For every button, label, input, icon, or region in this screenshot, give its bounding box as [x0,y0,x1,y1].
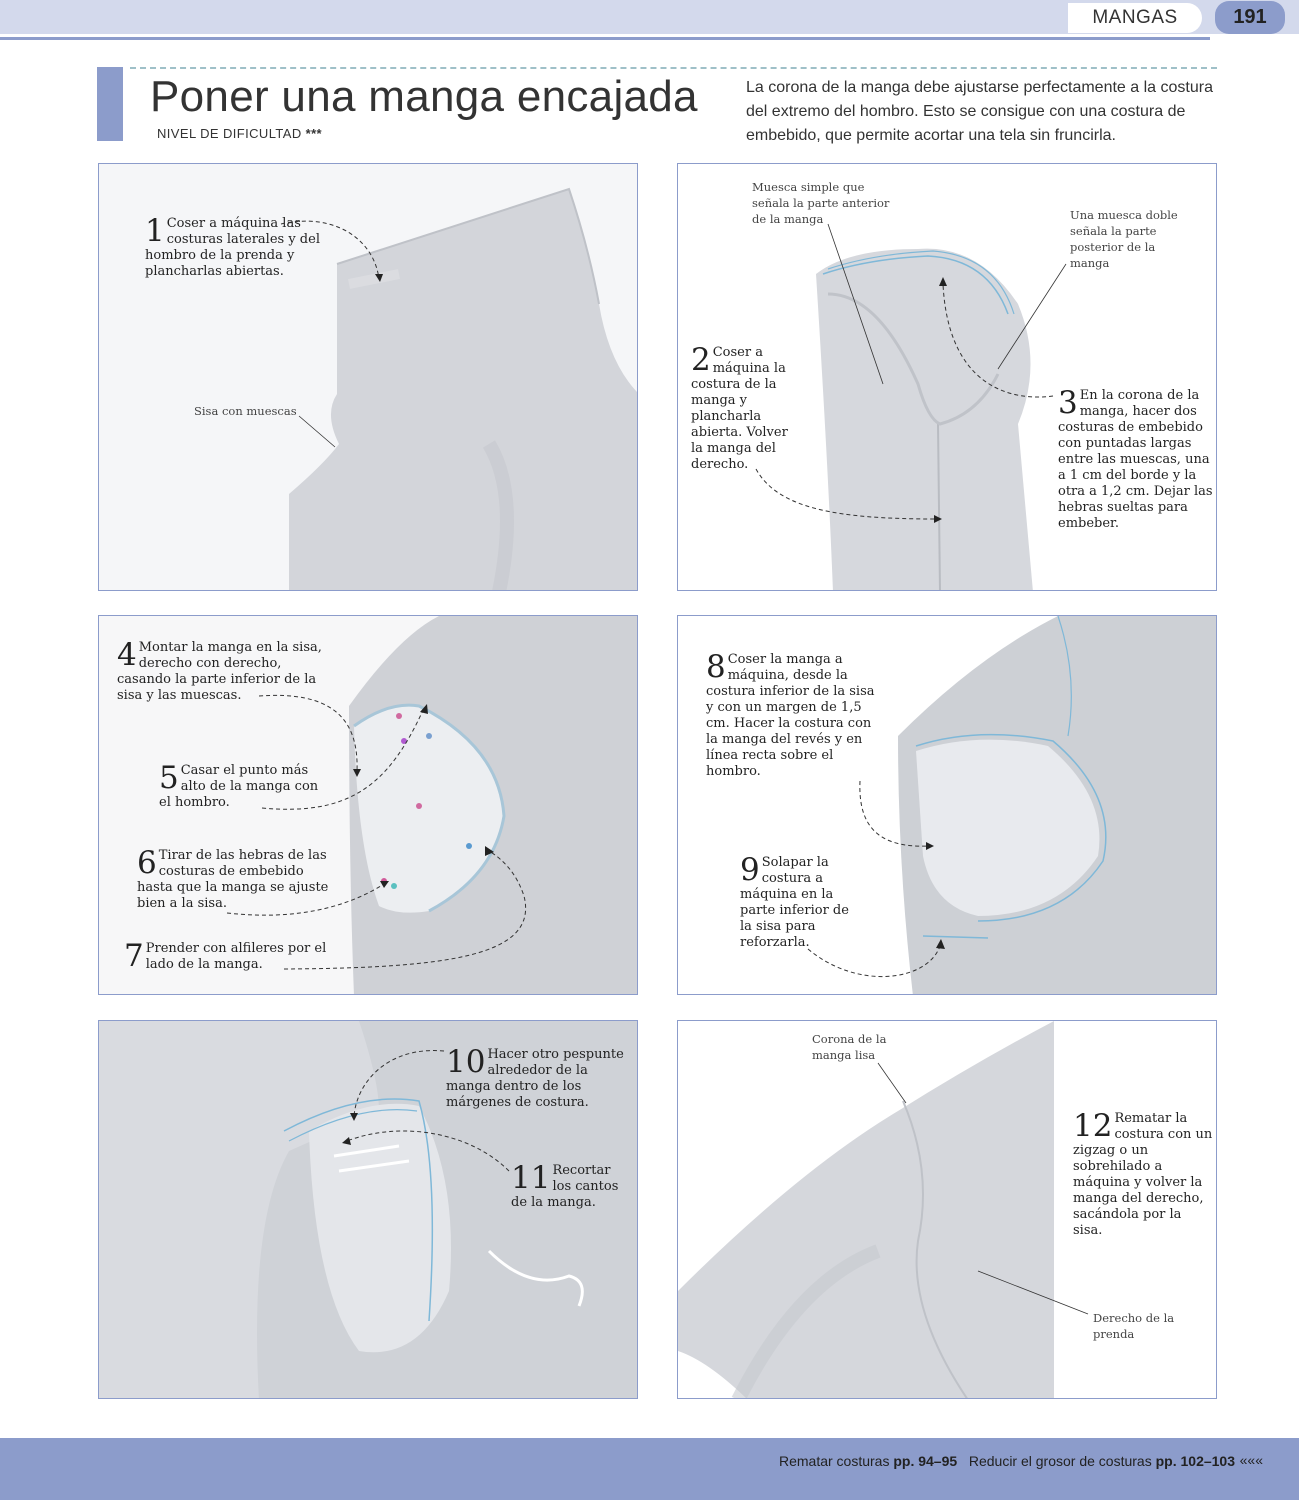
step-1 [145,213,325,280]
step-text: Prender con alfileres por el lado de la manga. [145,941,327,972]
step-5 [159,760,319,811]
back-arrows-icon: ««« [1239,1452,1263,1468]
step-number: 10 [446,1044,486,1080]
step-11 [511,1160,626,1211]
step-text: Solapar la costura a máquina en la parte inferior de la sisa para reforzarla. [740,855,849,950]
intro-paragraph: La corona de la manga debe ajustarse perfectamente a la costura del extremo del hombro. Esto se consigue con una costura de embebido, que permite acortar una tela sin fruncirla. [746,79,1213,144]
step-2 [691,342,791,473]
step-number: 8 [706,649,726,685]
step-number: 4 [117,637,137,673]
difficulty-label: NIVEL DE DIFICULTAD [157,126,302,141]
step-3 [1058,385,1213,532]
footer-band [0,1438,1299,1500]
step-text: Hacer otro pespunte alrededor de la manga dentro de los márgenes de costura. [446,1047,624,1110]
step-8 [706,649,876,780]
title-dashed-rule [130,67,1217,69]
step-number: 7 [124,938,144,974]
step-text: Coser la manga a máquina, desde la costura inferior de la sisa y con un margen de 1,5 cm. Hacer la costura con la manga del revés y en línea recta sobre el hombro. [706,652,875,779]
step-text: En la corona de la manga, hacer dos costuras de embebido con puntadas largas entre las muescas, una a 1 cm del borde y la otra a 1,2 cm. Dejar las hebras sueltas para embeber. [1058,388,1213,531]
step-number: 6 [137,845,157,881]
step-number: 2 [691,342,711,378]
step-10 [446,1044,628,1111]
ref-rematar-costuras[interactable]: Rematar costuras [778,1453,890,1469]
ref-reducir-grosor[interactable]: Reducir el grosor de costuras [968,1453,1152,1469]
step-text: Recortar los cantos de la manga. [511,1163,619,1210]
panel-steps-8-9 [677,615,1217,995]
panel-steps-10-11 [98,1020,638,1399]
page-title: Poner una manga encajada [150,72,698,121]
panel-steps-4-7 [98,615,638,995]
ref-reducir-pages[interactable]: pp. 102–103 [1155,1453,1235,1469]
panel-step-1 [98,163,638,591]
page-number: 191 [1215,1,1285,34]
step-12 [1073,1108,1213,1239]
ref-rematar-pages[interactable]: pp. 94–95 [893,1453,958,1469]
step-number: 3 [1058,385,1078,421]
label-muesca-doble: Una muesca doble señala la parte posterior de la manga [1070,208,1178,270]
step-text: Montar la manga en la sisa, derecho con derecho, casando la parte inferior de la sisa y las muescas. [117,640,322,703]
header-rule [0,37,1210,40]
title-accent-bar [97,67,123,141]
label-corona-lisa: Corona de la manga lisa [812,1032,887,1062]
step-7 [124,938,344,974]
step-number: 12 [1073,1108,1113,1144]
step-6 [137,845,337,912]
label-sisa-con-muescas: Sisa con muescas [194,404,297,418]
step-text: Rematar la costura con un zigzag o un sobrehilado a máquina y volver la manga del derecho, sacándola por la sisa. [1073,1111,1213,1238]
step-9 [740,852,860,951]
step-number: 5 [159,760,179,796]
difficulty-level [157,126,322,141]
label-derecho-prenda: Derecho de la prenda [1093,1311,1175,1341]
step-text: Casar el punto más alto de la manga con el hombro. [159,763,319,810]
step-text: Coser a máquina la costura de la manga y plancharla abierta. Volver la manga del derecho. [691,345,788,472]
panel-steps-2-3 [677,163,1217,591]
panel-step-12 [677,1020,1217,1399]
step-text: Coser a máquina las costuras laterales y del hombro de la prenda y plancharlas abiertas. [145,216,320,279]
step-number: 11 [511,1160,551,1196]
cross-references [779,1453,1235,1469]
step-text: Tirar de las hebras de las costuras de embebido hasta que la manga se ajuste bien a la sisa. [137,848,329,911]
step-4 [117,637,322,704]
step-number: 9 [740,852,760,888]
difficulty-stars: *** [305,126,323,141]
label-muesca-simple: Muesca simple que señala la parte anterior de la manga [752,180,890,226]
step-number: 1 [145,213,165,249]
section-title: MANGAS [1068,3,1202,33]
